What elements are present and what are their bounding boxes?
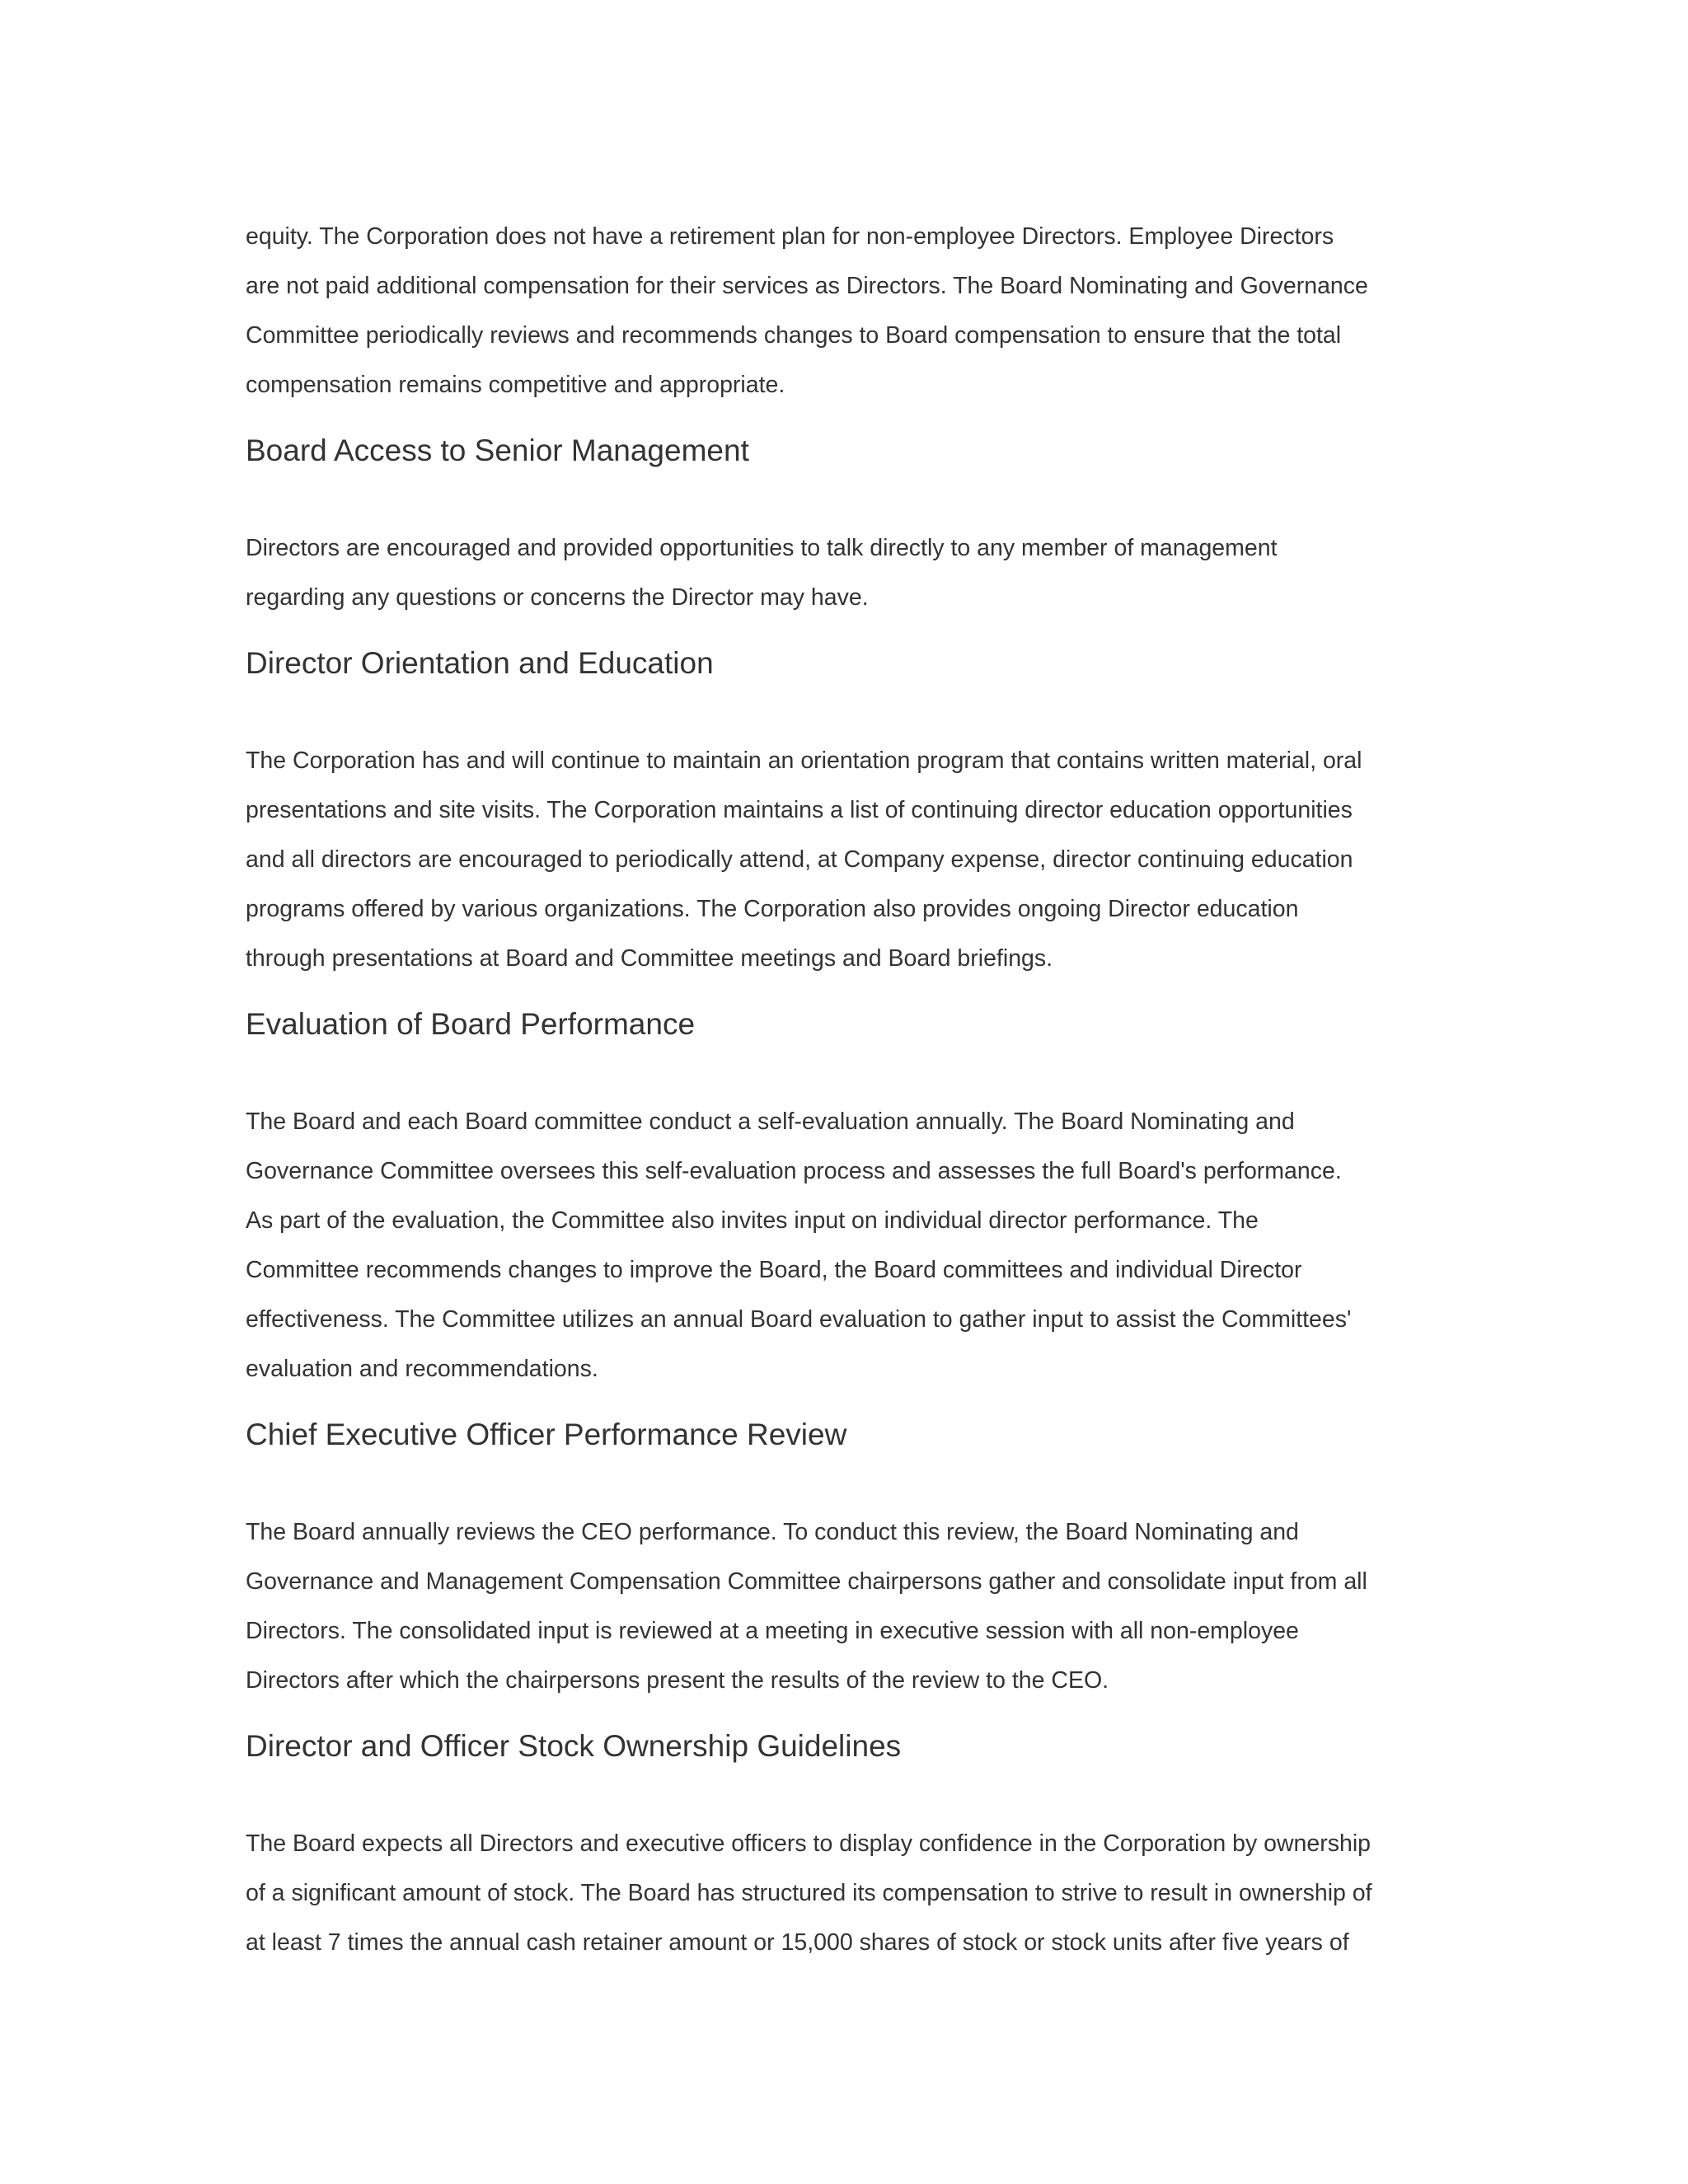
text-line: at least 7 times the annual cash retainer amount or 15,000 shares of stock or stock units after five years of [246,1929,1349,1956]
text-line: The Board expects all Directors and executive officers to display confidence in the Corporation by ownership [246,1830,1372,1857]
heading-stock-ownership: Director and Officer Stock Ownership Guidelines [246,1729,902,1763]
text-line: The Corporation has and will continue to maintain an orientation program that contains written material, oral [246,748,1362,774]
heading-board-access: Board Access to Senior Management [246,434,749,467]
paragraph-board-evaluation [246,1097,1441,1394]
text-line: programs offered by various organizations. The Corporation also provides ongoing Director education [246,896,1299,922]
document-page [246,212,1441,1967]
text-line: of a significant amount of stock. The Board has structured its compensation to strive to result in ownership of [246,1880,1372,1906]
text-line: The Board and each Board committee conduct a self-evaluation annually. The Board Nominating and [246,1108,1295,1135]
text-line: effectiveness. The Committee utilizes an annual Board evaluation to gather input to assist the Committees' [246,1306,1352,1333]
text-line: compensation remains competitive and appropriate. [246,372,785,398]
paragraph-stock-ownership [246,1819,1441,1967]
text-line: Governance Committee oversees this self-evaluation process and assesses the full Board's performance. [246,1158,1342,1184]
paragraph-director-orientation [246,736,1441,983]
heading-ceo-review: Chief Executive Officer Performance Review [246,1418,847,1451]
text-line: equity. The Corporation does not have a retirement plan for non-employee Directors. Employee Directors [246,223,1334,250]
paragraph-board-compensation [246,212,1441,410]
text-line: Directors are encouraged and provided opportunities to talk directly to any member of management [246,535,1278,561]
text-line: Committee periodically reviews and recommends changes to Board compensation to ensure that the total [246,322,1342,349]
text-line: As part of the evaluation, the Committee also invites input on individual director performance. The [246,1207,1259,1234]
text-line: evaluation and recommendations. [246,1356,598,1382]
text-line: are not paid additional compensation for their services as Directors. The Board Nominating and Governance [246,273,1368,299]
text-line: Committee recommends changes to improve the Board, the Board committees and individual Director [246,1257,1302,1283]
text-line: regarding any questions or concerns the Director may have. [246,584,869,611]
paragraph-ceo-review [246,1507,1441,1705]
text-line: and all directors are encouraged to periodically attend, at Company expense, director continuing education [246,846,1353,873]
heading-board-evaluation: Evaluation of Board Performance [246,1007,696,1041]
text-line: presentations and site visits. The Corporation maintains a list of continuing director education opportunities [246,797,1353,823]
text-line: Directors. The consolidated input is reviewed at a meeting in executive session with all non-employee [246,1618,1299,1644]
text-line: Directors after which the chairpersons present the results of the review to the CEO. [246,1667,1109,1694]
text-line: The Board annually reviews the CEO performance. To conduct this review, the Board Nominating and [246,1519,1299,1545]
paragraph-board-access [246,523,1441,622]
text-line: through presentations at Board and Committee meetings and Board briefings. [246,945,1053,972]
heading-director-orientation: Director Orientation and Education [246,646,714,680]
text-line: Governance and Management Compensation Committee chairpersons gather and consolidate input from all [246,1568,1367,1595]
